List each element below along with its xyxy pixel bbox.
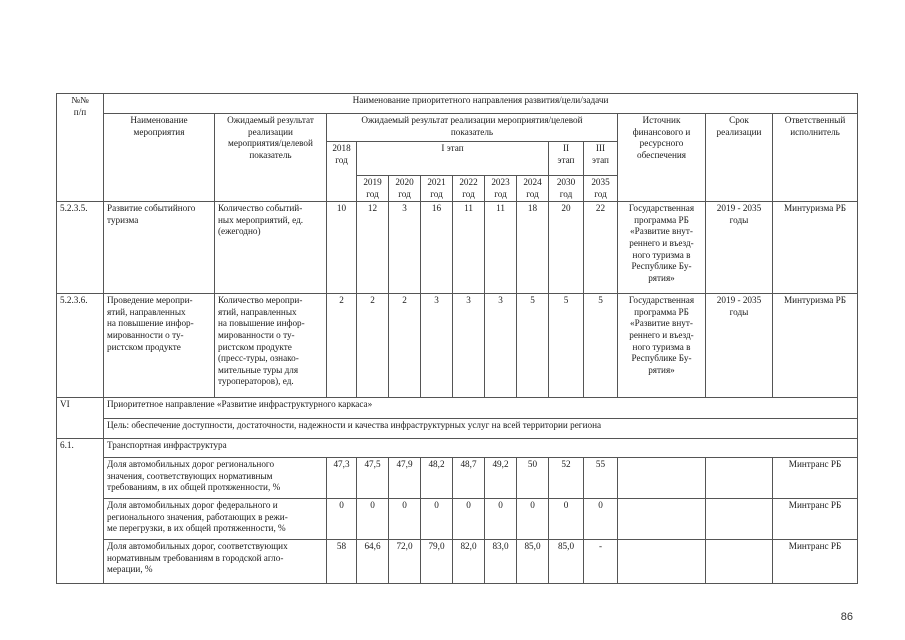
funding-source (618, 499, 706, 540)
value-cell: 52 (549, 458, 584, 499)
row-number: 5.2.3.5. (57, 202, 104, 294)
expected-result-header: Ожидаемый результат реализации мероприятия/целевой показатель (327, 114, 618, 142)
value-cell: 5 (584, 294, 618, 398)
funding-source: Государственная программа РБ «Развитие внут- реннего и въезд- ного туризма в Республике Бу- рятия» (618, 294, 706, 398)
value-cell: 11 (485, 202, 517, 294)
row-number: 5.2.3.6. (57, 294, 104, 398)
indicator-text: Доля автомобильных дорог регионального значения, соответствующих нормативным требованиям, в их общей протяженности, % (104, 458, 327, 499)
value-cell: 49,2 (485, 458, 517, 499)
implementation-term (706, 540, 773, 584)
value-cell: 0 (485, 499, 517, 540)
event-name: Развитие событийного туризма (104, 202, 215, 294)
year-2018-header: 2018 год (327, 142, 357, 202)
value-cell: 0 (327, 499, 357, 540)
value-cell: 0 (517, 499, 549, 540)
implementation-term (706, 499, 773, 540)
section-row (57, 398, 858, 419)
value-cell: 0 (357, 499, 389, 540)
value-cell: 48,2 (421, 458, 453, 499)
value-cell: 47,9 (389, 458, 421, 499)
value-cell: 50 (517, 458, 549, 499)
value-cell: 3 (389, 202, 421, 294)
implementation-term: 2019 - 2035 годы (706, 202, 773, 294)
value-cell: 2 (357, 294, 389, 398)
value-cell: 48,7 (453, 458, 485, 499)
value-cell: 2 (389, 294, 421, 398)
indicator-row (57, 540, 858, 584)
value-cell: 47,3 (327, 458, 357, 499)
responsible-executor: Минтранс РБ (773, 499, 858, 540)
value-cell: 12 (357, 202, 389, 294)
expected-indicator-header: Ожидаемый результат реализации мероприятия/целевой показатель (215, 114, 327, 202)
value-cell: 85,0 (549, 540, 584, 584)
value-cell: 64,6 (357, 540, 389, 584)
value-cell: 0 (389, 499, 421, 540)
value-cell: 18 (517, 202, 549, 294)
section-number: VI (57, 398, 104, 439)
value-cell: 47,5 (357, 458, 389, 499)
year-header: 2022 год (453, 176, 485, 202)
funding-source: Государственная программа РБ «Развитие внут- реннего и въезд- ного туризма в Республике Бу- рятия» (618, 202, 706, 294)
term-header: Срок реализации (706, 114, 773, 202)
responsible-executor: Минтранс РБ (773, 540, 858, 584)
funding-source (618, 540, 706, 584)
responsible-executor: Минтуризма РБ (773, 294, 858, 398)
year-header: 2035 год (584, 176, 618, 202)
responsible-header: Ответственный исполнитель (773, 114, 858, 202)
value-cell: 5 (549, 294, 584, 398)
page-number: 86 (840, 611, 853, 623)
stage-2-header: II этап (549, 142, 584, 176)
source-header: Источник финансового и ресурсного обеспечения (618, 114, 706, 202)
value-cell: 72,0 (389, 540, 421, 584)
value-cell: 2 (327, 294, 357, 398)
subsection-row (57, 439, 858, 458)
indicator-row (57, 499, 858, 540)
section-goal-row (57, 419, 858, 439)
subsection-title: Транспортная инфраструктура (104, 439, 858, 458)
year-header: 2019 год (357, 176, 389, 202)
funding-source (618, 458, 706, 499)
value-cell: 85,0 (517, 540, 549, 584)
value-cell: 10 (327, 202, 357, 294)
year-header: 2030 год (549, 176, 584, 202)
subsection-number: 6.1. (57, 439, 104, 584)
value-cell: - (584, 540, 618, 584)
value-cell: 82,0 (453, 540, 485, 584)
value-cell: 0 (584, 499, 618, 540)
value-cell: 3 (421, 294, 453, 398)
year-header: 2021 год (421, 176, 453, 202)
header-row-2 (57, 114, 858, 142)
year-header: 2024 год (517, 176, 549, 202)
value-cell: 79,0 (421, 540, 453, 584)
responsible-executor: Минтранс РБ (773, 458, 858, 499)
table-row (57, 202, 858, 294)
indicator-row (57, 458, 858, 499)
implementation-term: 2019 - 2035 годы (706, 294, 773, 398)
indicator-text: Количество событий- ных мероприятий, ед. (ежегодно) (215, 202, 327, 294)
value-cell: 3 (453, 294, 485, 398)
responsible-executor: Минтуризма РБ (773, 202, 858, 294)
value-cell: 55 (584, 458, 618, 499)
event-name: Проведение меропри- ятий, направленных на повышение инфор- мированности о ту- ристском продукте (104, 294, 215, 398)
value-cell: 0 (453, 499, 485, 540)
num-header: №№ п/п (57, 94, 104, 202)
value-cell: 16 (421, 202, 453, 294)
stage-3-header: III этап (584, 142, 618, 176)
value-cell: 58 (327, 540, 357, 584)
indicator-text: Доля автомобильных дорог, соответствующих нормативным требованиям в городской агло- мерации, % (104, 540, 327, 584)
development-plan-table (56, 93, 858, 584)
value-cell: 3 (485, 294, 517, 398)
value-cell: 22 (584, 202, 618, 294)
value-cell: 5 (517, 294, 549, 398)
section-title: Приоритетное направление «Развитие инфраструктурного каркаса» (104, 398, 858, 419)
direction-header: Наименование приоритетного направления развития/цели/задачи (104, 94, 858, 114)
year-header: 2020 год (389, 176, 421, 202)
indicator-text: Количество меропри- ятий, направленных на повышение инфор- мированности о ту- ристском продукте (пресс-туры, ознако- мительные туры для туроператоров), ед. (215, 294, 327, 398)
section-goal: Цель: обеспечение доступности, достаточности, надежности и качества инфраструктурных услуг на всей территории региона (104, 419, 858, 439)
year-header: 2023 год (485, 176, 517, 202)
value-cell: 0 (421, 499, 453, 540)
header-row-1 (57, 94, 858, 114)
table-row (57, 294, 858, 398)
implementation-term (706, 458, 773, 499)
event-name-header: Наименование мероприятия (104, 114, 215, 202)
stage-1-header: I этап (357, 142, 549, 176)
value-cell: 0 (549, 499, 584, 540)
indicator-text: Доля автомобильных дорог федерального и регионального значения, работающих в режи- ме перегрузки, в их общей протяженности, % (104, 499, 327, 540)
value-cell: 20 (549, 202, 584, 294)
value-cell: 83,0 (485, 540, 517, 584)
value-cell: 11 (453, 202, 485, 294)
